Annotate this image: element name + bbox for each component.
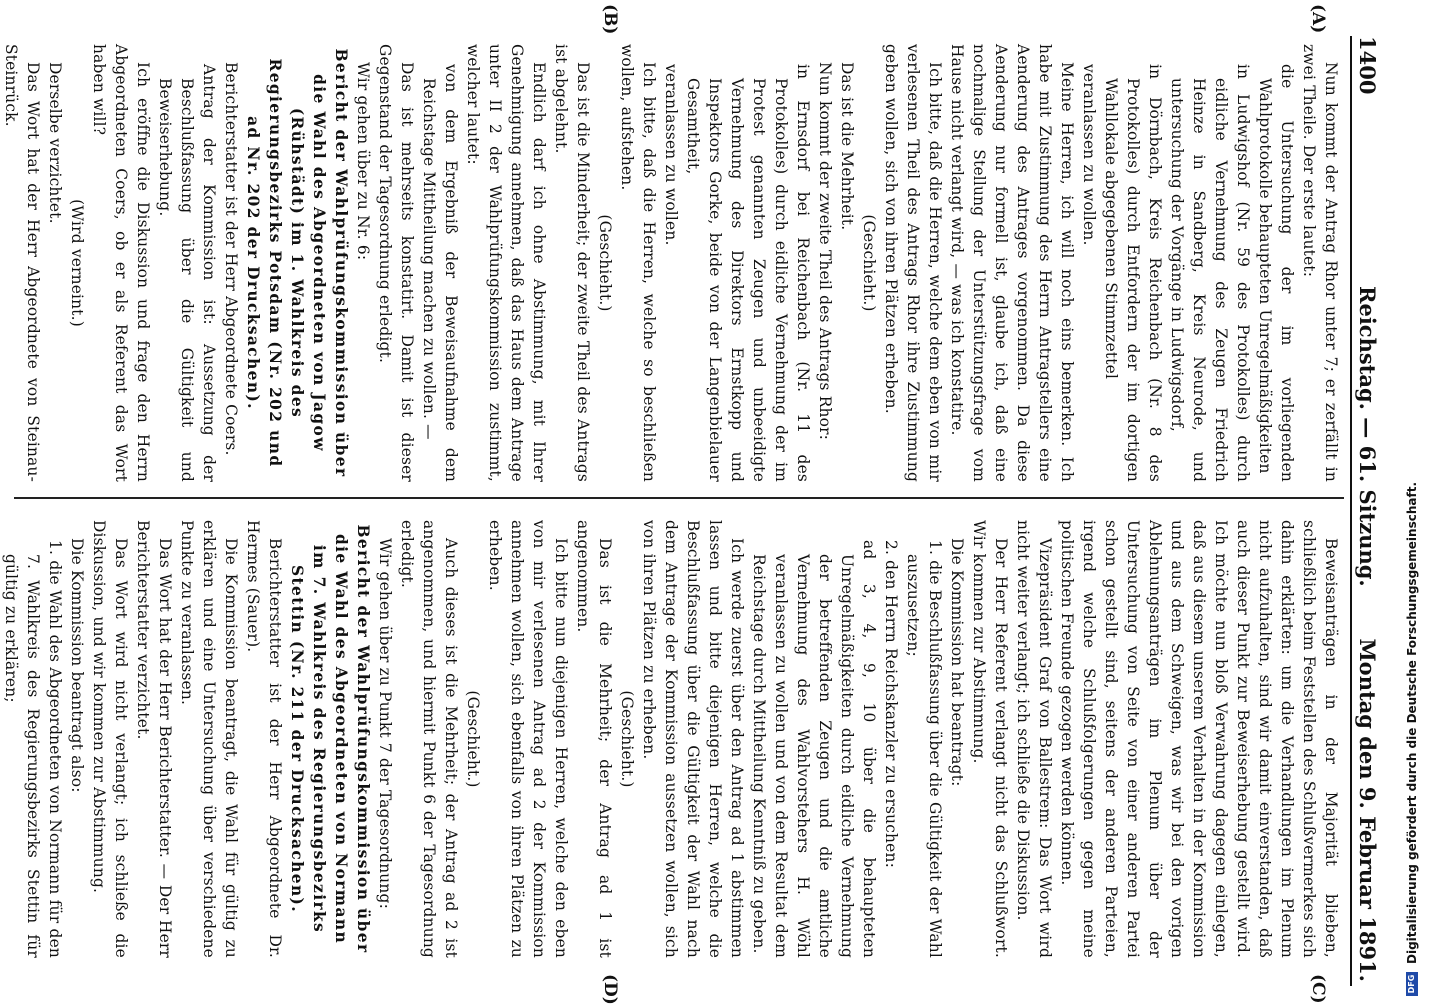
paragraph: Ich bitte, daß die Herren, welche dem eben von mir verlesenen Theil des Antrags Rhor ihre Zustimmung geben wollen, sich von ihren Plätzen erheben. bbox=[882, 44, 944, 482]
paragraph: Ich bitte nun diejenigen Herren, welche den eben von mir verlesenen Antrag ad 2 der Kommission annehmen wollen, sich ebenfalls von ihren Plätzen zu erheben. bbox=[486, 520, 570, 958]
paragraph: Ich eröffne die Diskussion und frage den Herrn Abgeordneten Coers, ob er als Referent das Wort haben will? bbox=[90, 44, 152, 482]
stage-direction: (Geschieht.) bbox=[464, 690, 482, 788]
paragraph: in Ludwigshof (Nr. 59 des Protokolles) durch eidliche Vernehmung des Zeugen Friedrich Heinze in Sandberg, Kreis Neurode, und untersuchung der Vorgänge in Ludwigsdorf, bbox=[1168, 64, 1252, 482]
margin-marker-b: (B) bbox=[600, 4, 620, 35]
paragraph: 2. den Herrn Reichskanzler zu ersuchen: bbox=[882, 540, 900, 868]
digitization-credit bbox=[1395, 6, 1429, 996]
column-divider bbox=[14, 497, 1344, 499]
right-text-column bbox=[2, 520, 1342, 958]
section-heading: Bericht der Wahlprüfungskommission über die Wahl des Abgeordneten von Jagow (Rühstädt) im 1. Wahlkreis des Regierungsbezirks Potsdam (Nr. 202 und ad Nr. 202 der Drucksachen). bbox=[244, 48, 350, 478]
paragraph: Das Wort hat der Herr Abgeordnete von Steinau-Steinrück. bbox=[2, 44, 42, 482]
stage-direction: (Geschieht.) bbox=[860, 214, 878, 312]
stage-direction: (Geschieht.) bbox=[596, 214, 614, 312]
page-header bbox=[1350, 36, 1382, 986]
paragraph: die Untersuchung der im vorliegenden Wahlprotokolle behaupteten Unregelmäßigkeiten bbox=[1256, 64, 1296, 482]
paragraph: Nun kommt der zweite Theil des Antrags Rhor: bbox=[816, 62, 834, 441]
paragraph: Das Wort hat der Herr Berichterstatter. — Der Herr Berichterstatter verzichtet. bbox=[134, 520, 174, 958]
paragraph: veranlassen zu wollen. bbox=[662, 64, 680, 246]
paragraph: Ich bitte, daß die Herren, welche so beschließen wollen, aufstehen. bbox=[618, 44, 658, 482]
paragraph: Wir gehen über zu Punkt 7 der Tagesordnung: bbox=[376, 538, 394, 909]
paragraph: Berichterstatter ist der Herr Abgeordnete Coers. bbox=[222, 62, 240, 456]
paragraph: 1. die Wahl des Abgeordneten von Normann für den 7. Wahlkreis des Regierungsbezirks Stettin für gültig zu erklären; bbox=[2, 540, 64, 958]
page-number: 1400 bbox=[1355, 36, 1380, 95]
paragraph: Antrag der Kommission ist: Aussetzung der Beschlußfassung über die Gültigkeit und Beweiserhebung. bbox=[156, 64, 218, 482]
stage-direction: (Wird verneint.) bbox=[68, 199, 86, 327]
paragraph: Ich werde zuerst über den Antrag ad 1 abstimmen lassen und bitte diejenigen Herren, welche die Beschlußfassung über die Gültigkeit der Wahl nach dem Antrage der Kommission aussetzen wollen, sich von ihren Plätzen zu erheben. bbox=[640, 520, 746, 958]
margin-marker-c: (C) bbox=[1308, 974, 1328, 1004]
running-head: Reichstag. — 61. Sitzung. bbox=[1355, 286, 1380, 587]
paragraph: Berichterstatter ist der Herr Abgeordnete Dr. Hermes (Sauer). bbox=[244, 520, 284, 958]
paragraph: Auch dieses ist die Mehrheit; der Antrag ad 2 ist angenommen, und hiermit Punkt 6 der Tagesordnung erledigt. bbox=[398, 520, 460, 958]
paragraph: Die Kommission beantragt also: bbox=[68, 538, 86, 793]
paragraph: Das ist mehrseits konstatirt. Damit ist dieser Gegenstand der Tagesordnung erledigt. bbox=[376, 44, 416, 482]
paragraph: Das ist die Mehrheit. bbox=[838, 62, 856, 231]
margin-marker-a: (A) bbox=[1308, 4, 1328, 34]
paragraph: ad 3, 4, 9, 10 über die behaupteten Unregelmäßigkeiten durch eidliche Vernehmung der betreffenden Zeugen und die amtliche Vernehmung des Wahlvorstehers H. Wöhl veranlassen zu wollen und von dem Resultat dem Reichstage durch Mittheilung Kenntniß zu geben. bbox=[750, 540, 878, 958]
stage-direction: (Geschieht.) bbox=[618, 690, 636, 788]
paragraph: Endlich darf ich ohne Abstimmung, mit Ihrer Genehmigung annehmen, daß das Haus dem Antrage unter II 2 der Wahlprüfungskommission zustimmt, welcher lautet: bbox=[464, 44, 548, 482]
paragraph: Beweisanträgen in der Majorität blieben, schließlich beim Feststellen des Schlußvermerkes sich dahin erklärten: um die Verhandlungen im Plenum nicht aufzuhalten, sind wir damit einverstanden, daß auch dieser Punkt zur Beweiserhebung gestellt wird. Ich möchte nun bloß Verwahrung dagegen einlegen, daß aus diesem unserem Verhalten in der Kommission und aus dem Schweigen, was wir bei den vorigen Ablehnungsanträgen im Plenum über der Untersuchung von Seite von einer anderen Partei schon gestellt sind, seitens der anderen Parteien, irgend welche Schlußfolgerungen gegen meine politischen Freunde gezogen werden können. bbox=[1058, 520, 1340, 958]
dfg-logo: DFG bbox=[1406, 972, 1418, 996]
paragraph: in Dörnbach, Kreis Reichenbach (Nr. 8 des Protokolles) durch Entfordern der im dortigen Wahllokale abgegebenen Stimmzettel bbox=[1102, 64, 1164, 482]
paragraph: 1. die Beschlußfassung über die Gültigkeit der Wahl auszusetzen; bbox=[904, 540, 944, 958]
paragraph: Der Herr Referent verlangt nicht das Schlußwort. Wir kommen zur Abstimmung. bbox=[970, 520, 1010, 958]
paragraph: Nun kommt der Antrag Rhor unter 7; er zerfällt in zwei Theile. Der erste lautet: bbox=[1300, 44, 1340, 482]
paragraph: Das Wort wird nicht verlangt; ich schließe die Diskussion, und wir kommen zur Abstimmung. bbox=[90, 520, 130, 958]
credit-text: Digitalisierung gefördert durch die Deutsche Forschungsgemeinschaft. bbox=[1405, 481, 1419, 964]
page-date: Montag den 9. Februar 1891. bbox=[1355, 638, 1380, 982]
paragraph: Meine Herren, ich will noch eins bemerken. Ich habe mit Zustimmung des Herrn Antragstellers eine Aenderung des Antrages vorgenommen. Da diese Aenderung nur formell ist, glaube ich, daß eine nochmalige Stellung der Unterstützungsfrage vom Hause nicht verlangt wird, — was ich konstatire. bbox=[948, 44, 1076, 482]
paragraph: veranlassen zu wollen. bbox=[1080, 64, 1098, 246]
margin-marker-d: (D) bbox=[600, 974, 620, 1005]
left-text-column bbox=[2, 44, 1342, 482]
paragraph: Die Kommission beantragt, die Wahl für gültig zu erklären und eine Untersuchung über verschiedene Punkte zu veranlassen. bbox=[178, 520, 240, 958]
paragraph: Das ist die Mehrheit; der Antrag ad 1 ist angenommen. bbox=[574, 520, 614, 958]
paragraph: in Ernsdorf bei Reichenbach (Nr. 11 des Protokolles) durch eidliche Vernehmung der im Protest genannten Zeugen und unbeeidigte Vernehmung des Direktors Ernstkopp und Inspektors Gorke, beide von der Langenbielauer Gesamtheit, bbox=[684, 64, 812, 482]
paragraph: Vizepräsident Graf von Ballestrem: Das Wort wird nicht weiter verlangt; ich schließe die Diskussion. bbox=[1014, 520, 1054, 958]
section-heading: Bericht der Wahlprüfungskommission über die Wahl des Abgeordneten von Normann im 7. Wahlkreis des Regierungsbezirks Stettin (Nr. 211 der Drucksachen). bbox=[288, 524, 372, 954]
paragraph: Das ist die Minderheit; der zweite Theil des Antrags ist abgelehnt. bbox=[552, 44, 592, 482]
paragraph: Derselbe verzichtet. bbox=[46, 62, 64, 224]
paragraph: Die Kommission hat beantragt: bbox=[948, 538, 966, 787]
paragraph: Wir gehen über zu Nr. 6: bbox=[354, 62, 372, 261]
paragraph: von dem Ergebniß der Beweisaufnahme dem Reichstage Mittheilung machen zu wollen. — bbox=[420, 64, 460, 482]
